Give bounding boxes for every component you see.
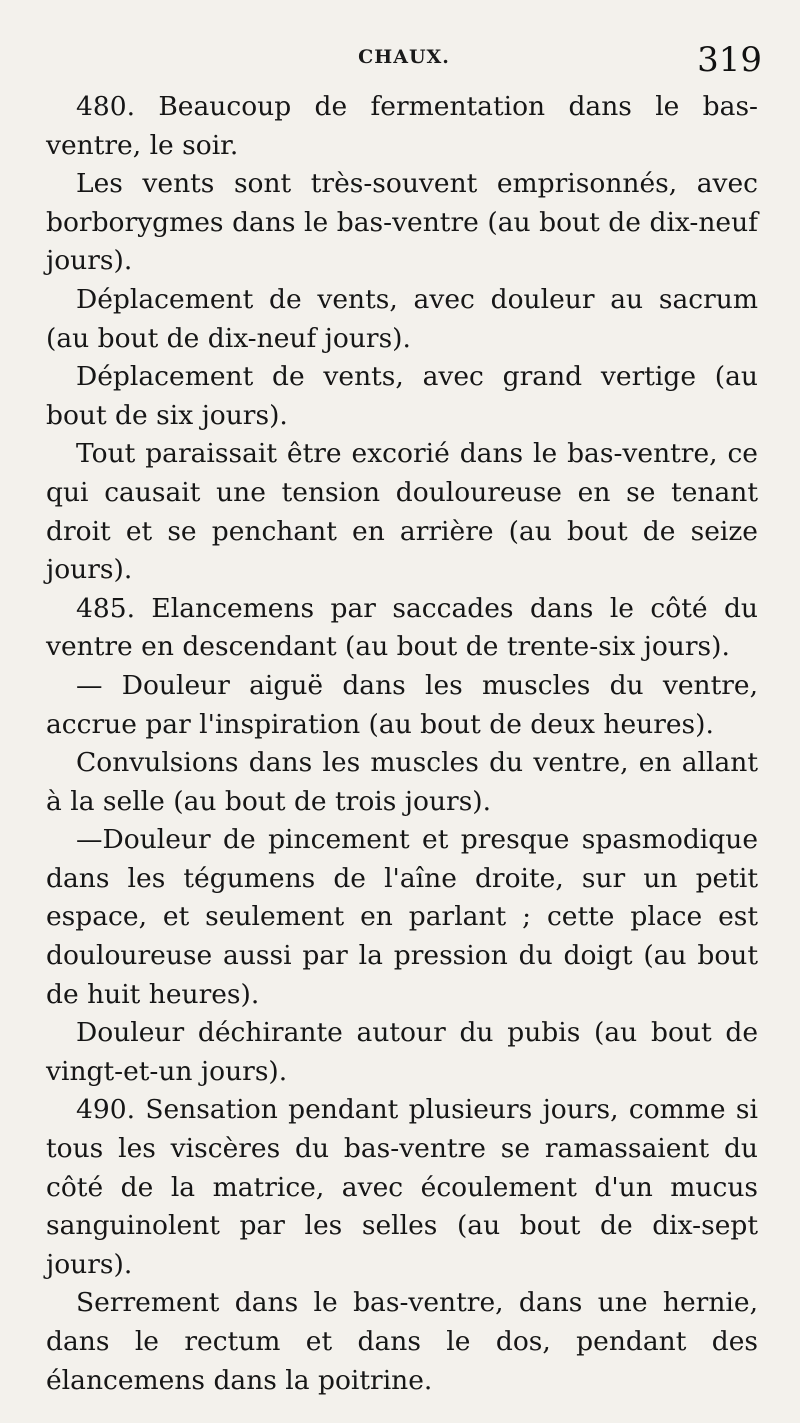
paragraph: Convulsions dans les muscles du ventre, en allant à la selle (au bout de trois jours).	[46, 747, 758, 817]
paragraph: Les vents sont très-souvent emprisonnés, avec borborygmes dans le bas-ventre (au bout de dix-neuf jours).	[46, 168, 758, 277]
paragraph: 480. Beaucoup de fermentation dans le bas-ventre, le soir.	[46, 91, 758, 161]
page-header	[46, 40, 762, 88]
running-title: CHAUX.	[358, 46, 450, 68]
page-number: 319	[697, 40, 762, 80]
paragraph: Déplacement de vents, avec grand vertige (au bout de six jours).	[46, 361, 758, 431]
body-text	[46, 88, 758, 1400]
paragraph: Déplacement de vents, avec douleur au sacrum (au bout de dix-neuf jours).	[46, 283, 758, 354]
paragraph: Douleur déchirante autour du pubis (au bout de vingt-et-un jours).	[46, 1017, 758, 1087]
paragraph: 490. Sensation pendant plusieurs jours, comme si tous les viscères du bas-ventre se ramassaient du côté de la matrice, avec écoulement d'un mucus sanguinolent par les selles (au bout de dix-sept jours).	[46, 1094, 758, 1280]
paragraph: 485. Elancemens par saccades dans le côté du ventre en descendant (au bout de trente-six jours).	[46, 592, 758, 663]
paragraph: —Douleur de pincement et presque spasmodique dans les tégumens de l'aîne droite, sur un petit espace, et seulement en parlant ; cette place est douloureuse aussi par la pression du doigt (au bout de huit heures).	[46, 824, 758, 1010]
paragraph: Tout paraissait être excorié dans le bas-ventre, ce qui causait une tension douloureuse en se tenant droit et se penchant en arrière (au bout de seize jours).	[46, 438, 758, 586]
paragraph: Serrement dans le bas-ventre, dans une hernie, dans le rectum et dans le dos, pendant des élancemens dans la poitrine.	[46, 1287, 758, 1396]
paragraph: — Douleur aiguë dans les muscles du ventre, accrue par l'inspiration (au bout de deux heures).	[46, 669, 758, 740]
